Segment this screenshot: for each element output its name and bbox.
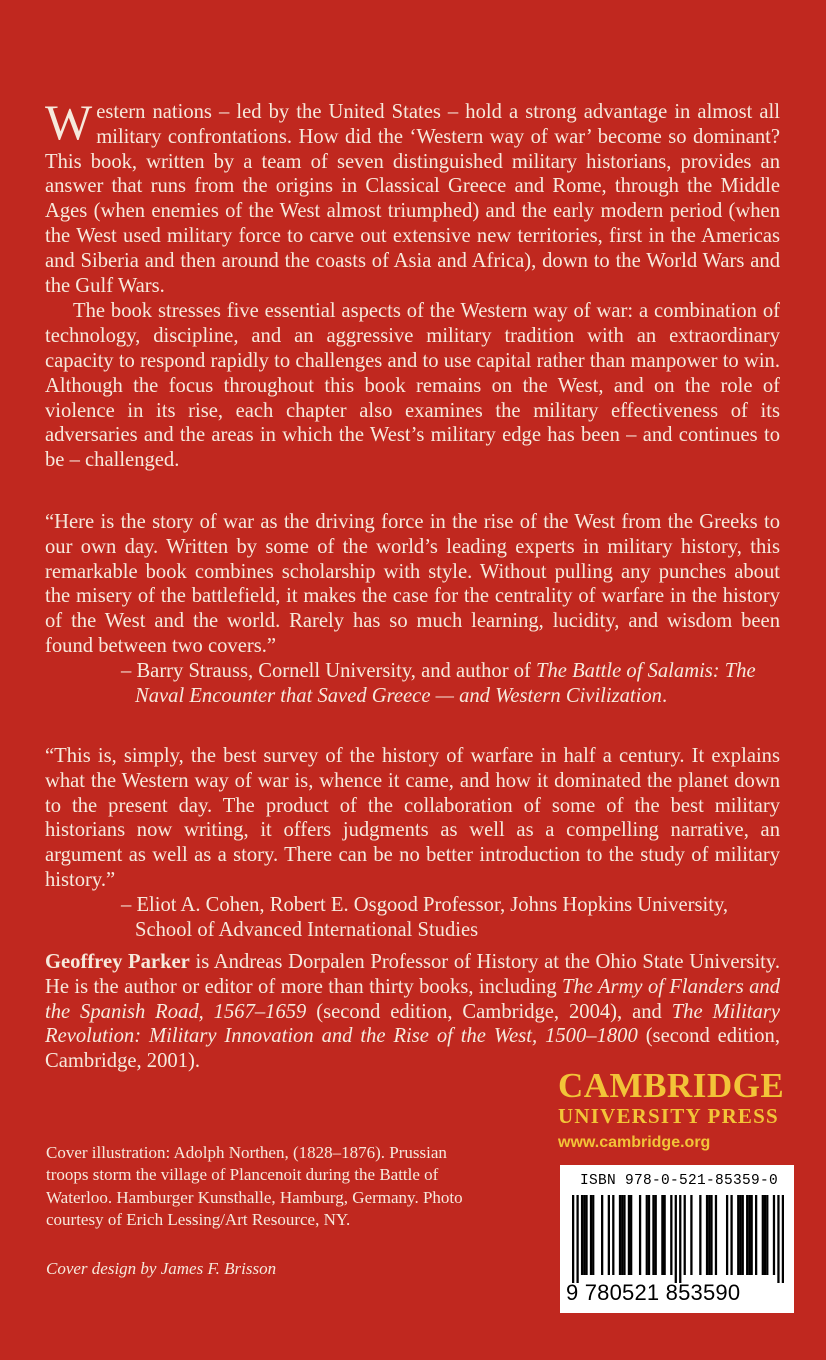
barcode-bar: [679, 1195, 681, 1283]
barcode-bar: [646, 1195, 648, 1275]
barcode-bar: [708, 1195, 710, 1275]
blurb-paragraph-1-text: estern nations – led by the United States – hold a strong advantage in almost all military confrontations. How did the ‘Western way of war’ become so dominant? This book, written by a team of seven distinguished military historians, provides an answer that runs from the origins in Classical Greece and Rome, through the Middle Ages (when enemies of the West almost triumphed) and the early modern period (when the West used military force to carve out extensive new territories, first in the Americas and Siberia and then around the coasts of Asia and Africa), down to the World Wars and the Gulf Wars.: [45, 101, 780, 297]
barcode-bar: [608, 1195, 610, 1275]
quote-cohen-text: “This is, simply, the best survey of the history of warfare in half a century. It explains what the Western way of war is, whence it came, and how it dominated the planet down to the present day. The product of the collaboration of some of the best military historians now writing, it offers judgments as well as a compelling narrative, an argument as well as a story. There can be no better introduction to the study of military history.”: [45, 745, 780, 891]
barcode-bar: [762, 1195, 764, 1275]
barcode-bar: [630, 1195, 632, 1275]
barcode-bar: [639, 1195, 641, 1275]
cover-illustration-credit: Cover illustration: Adolph Northen, (1828–1876). Prussian troops storm the village of Plancenoit during the Battle of Waterloo. Hamburger Kunsthalle, Hamburg, Germany. Photo courtesy of Erich Lessing/Art Resource, NY.: [46, 1143, 463, 1230]
blurb-paragraph-1: [45, 94, 780, 298]
bio-book-1: The Army of Flanders and the Spanish Road, 1567–1659: [45, 975, 780, 1023]
barcode-bar: [715, 1195, 717, 1275]
barcode-bar: [648, 1195, 650, 1275]
author-name: Geoffrey Parker: [45, 951, 190, 973]
quote-strauss: [45, 510, 780, 708]
bio-text-2: (second edition, Cambridge, 2004), and: [306, 1000, 672, 1023]
barcode-bar: [592, 1195, 594, 1275]
blurb-paragraph-2: The book stresses five essential aspects of the Western way of war: a combination of technology, discipline, and an aggressive military tradition with an extraordinary capacity to respond rapidly to challenges and to use capital rather than manpower to win. Although the focus throughout this book remains on the West, and on the role of violence in its rise, each chapter also examines the military effectiveness of its adversaries and the areas in which the West’s military edge has been – and continues to be – challenged.: [45, 300, 780, 472]
barcode-bar: [739, 1195, 741, 1275]
author-bio: [45, 950, 780, 1074]
barcode-bar: [699, 1195, 701, 1275]
barcode-bar: [652, 1195, 654, 1275]
quote-cohen: [45, 744, 780, 942]
bio-text-3: (second edition, Cambridge, 2001).: [45, 1025, 781, 1073]
barcode-bar: [726, 1195, 728, 1275]
quote-strauss-text: “Here is the story of war as the driving force in the rise of the West from the Greeks to our own day. Written by some of the world’s leading experts in military history, this remarkable book combines scholarship with style. Without pulling any punches about the misery of the battlefield, it makes the case for the centrality of warfare in the history of the West and the world. Rarely has so much learning, lucidity, and wisdom been found between two covers.”: [45, 511, 780, 657]
barcode-bar: [710, 1195, 712, 1275]
barcode-bar: [619, 1195, 621, 1275]
quote-cohen-attribution: – Eliot A. Cohen, Robert E. Osgood Professor, Johns Hopkins University, School of Advanced International Studies: [121, 893, 729, 941]
barcode-bar: [661, 1195, 663, 1275]
barcode-bar: [730, 1195, 732, 1275]
barcode-bar: [663, 1195, 665, 1275]
cover-design-credit: Cover design by James F. Brisson: [46, 1259, 277, 1278]
bio-book-2: The Military Revolution: Military Innovation and the Rise of the West, 1500–1800: [45, 1000, 780, 1048]
quote-strauss-attribution: [121, 659, 780, 709]
barcode-bar: [773, 1195, 775, 1275]
barcode-bar: [764, 1195, 766, 1275]
barcode-bar: [572, 1195, 574, 1283]
barcode-bar: [628, 1195, 630, 1275]
barcode-bar: [766, 1195, 768, 1275]
barcode: [572, 1195, 784, 1283]
barcode-bar: [746, 1195, 748, 1275]
bio-text-1: is Andreas Dorpalen Professor of History at the Ohio State University. He is the author or editor of more than thirty books, including: [45, 951, 780, 998]
barcode-bar: [748, 1195, 750, 1275]
barcode-bar: [684, 1195, 686, 1275]
attrib-suffix: .: [661, 684, 668, 707]
publisher-logo: [558, 1068, 794, 1154]
barcode-bar: [782, 1195, 784, 1283]
barcode-bar: [670, 1195, 672, 1275]
barcode-bar: [623, 1195, 625, 1275]
barcode-bar: [742, 1195, 744, 1275]
drop-cap: W: [45, 94, 93, 150]
barcode-panel: [560, 1165, 794, 1313]
attrib-prefix: – Barry Strauss, Cornell University, and author of: [121, 659, 537, 682]
publisher-press: UNIVERSITY PRESS: [558, 1104, 779, 1128]
barcode-bar: [583, 1195, 585, 1275]
barcode-bar: [576, 1195, 578, 1283]
barcode-bar: [590, 1195, 592, 1275]
barcode-bar: [621, 1195, 623, 1275]
barcode-bar: [612, 1195, 614, 1275]
barcode-bar: [737, 1195, 739, 1275]
barcode-bar: [690, 1195, 692, 1275]
blurb: [45, 94, 780, 473]
barcode-bar: [655, 1195, 657, 1275]
publisher-name: CAMBRIDGE: [558, 1066, 785, 1105]
author-bio-text: [45, 950, 780, 1074]
barcode-bar: [581, 1195, 583, 1275]
barcode-bar: [751, 1195, 753, 1275]
isbn-label: ISBN 978-0-521-85359-0: [580, 1173, 779, 1189]
barcode-bar: [777, 1195, 779, 1283]
barcode-bar: [706, 1195, 708, 1275]
barcode-bar: [585, 1195, 587, 1275]
barcode-digits: 9 780521 853590: [566, 1280, 741, 1305]
barcode-bar: [755, 1195, 757, 1275]
attrib-book-title: The Battle of Salamis: The Naval Encounter that Saved Greece — and Western Civilization: [135, 659, 756, 707]
publisher-url[interactable]: www.cambridge.org: [558, 1134, 711, 1151]
barcode-bar: [601, 1195, 603, 1275]
barcode-bar: [675, 1195, 677, 1283]
